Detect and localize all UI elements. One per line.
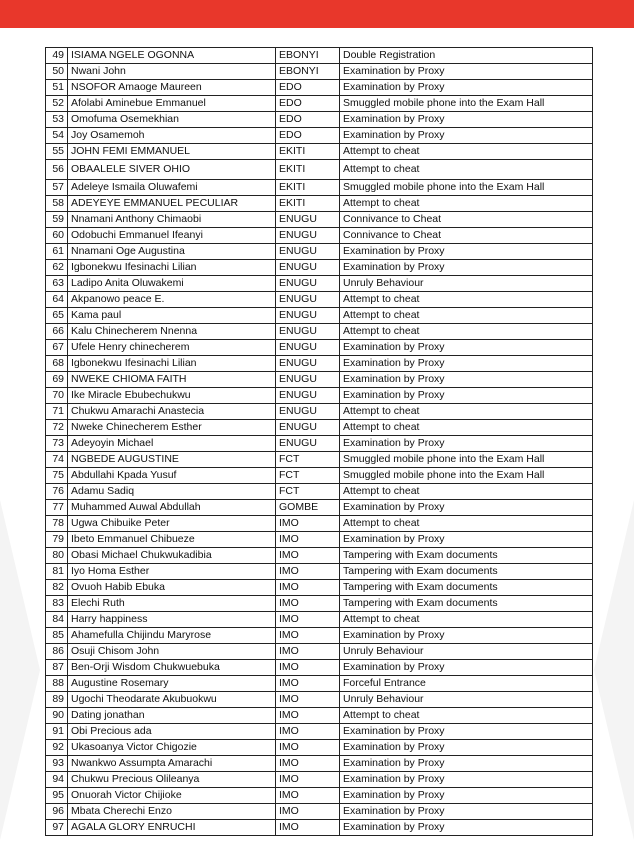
serial-number-cell: 77 bbox=[46, 500, 68, 516]
serial-number-cell: 83 bbox=[46, 596, 68, 612]
name-cell: Mbata Cherechi Enzo bbox=[68, 804, 276, 820]
state-cell: IMO bbox=[276, 564, 340, 580]
state-cell: ENUGU bbox=[276, 340, 340, 356]
state-cell: IMO bbox=[276, 660, 340, 676]
serial-number-cell: 92 bbox=[46, 740, 68, 756]
serial-number-cell: 65 bbox=[46, 308, 68, 324]
state-cell: EKITI bbox=[276, 180, 340, 196]
serial-number-cell: 55 bbox=[46, 144, 68, 160]
serial-number-cell: 70 bbox=[46, 388, 68, 404]
serial-number-cell: 56 bbox=[46, 160, 68, 180]
serial-number-cell: 90 bbox=[46, 708, 68, 724]
name-cell: Nnamani Anthony Chimaobi bbox=[68, 212, 276, 228]
table-row bbox=[46, 244, 593, 260]
state-cell: EDO bbox=[276, 80, 340, 96]
name-cell: Igbonekwu Ifesinachi Lilian bbox=[68, 356, 276, 372]
offence-cell: Unruly Behaviour bbox=[340, 692, 593, 708]
state-cell: IMO bbox=[276, 804, 340, 820]
serial-number-cell: 73 bbox=[46, 436, 68, 452]
name-cell: Kalu Chinecherem Nnenna bbox=[68, 324, 276, 340]
serial-number-cell: 59 bbox=[46, 212, 68, 228]
serial-number-cell: 89 bbox=[46, 692, 68, 708]
state-cell: EKITI bbox=[276, 160, 340, 180]
state-cell: EBONYI bbox=[276, 48, 340, 64]
table-row bbox=[46, 692, 593, 708]
table-row bbox=[46, 724, 593, 740]
name-cell: Adeleye Ismaila Oluwafemi bbox=[68, 180, 276, 196]
serial-number-cell: 61 bbox=[46, 244, 68, 260]
name-cell: Joy Osamemoh bbox=[68, 128, 276, 144]
name-cell: NGBEDE AUGUSTINE bbox=[68, 452, 276, 468]
state-cell: ENUGU bbox=[276, 372, 340, 388]
table-row bbox=[46, 676, 593, 692]
name-cell: Nweke Chinecherem Esther bbox=[68, 420, 276, 436]
table-row bbox=[46, 708, 593, 724]
name-cell: Igbonekwu Ifesinachi Lilian bbox=[68, 260, 276, 276]
serial-number-cell: 84 bbox=[46, 612, 68, 628]
serial-number-cell: 66 bbox=[46, 324, 68, 340]
name-cell: NWEKE CHIOMA FAITH bbox=[68, 372, 276, 388]
table-row bbox=[46, 484, 593, 500]
serial-number-cell: 60 bbox=[46, 228, 68, 244]
state-cell: EBONYI bbox=[276, 64, 340, 80]
offence-cell: Examination by Proxy bbox=[340, 356, 593, 372]
offence-cell: Examination by Proxy bbox=[340, 128, 593, 144]
offence-cell: Smuggled mobile phone into the Exam Hall bbox=[340, 468, 593, 484]
serial-number-cell: 93 bbox=[46, 756, 68, 772]
state-cell: IMO bbox=[276, 708, 340, 724]
offence-cell: Examination by Proxy bbox=[340, 340, 593, 356]
serial-number-cell: 81 bbox=[46, 564, 68, 580]
state-cell: IMO bbox=[276, 628, 340, 644]
state-cell: ENUGU bbox=[276, 388, 340, 404]
table-row bbox=[46, 772, 593, 788]
state-cell: IMO bbox=[276, 532, 340, 548]
offence-cell: Examination by Proxy bbox=[340, 756, 593, 772]
name-cell: Nwankwo Assumpta Amarachi bbox=[68, 756, 276, 772]
offence-cell: Examination by Proxy bbox=[340, 740, 593, 756]
state-cell: IMO bbox=[276, 596, 340, 612]
name-cell: Ben-Orji Wisdom Chukwuebuka bbox=[68, 660, 276, 676]
state-cell: IMO bbox=[276, 676, 340, 692]
table-row bbox=[46, 228, 593, 244]
table-row bbox=[46, 372, 593, 388]
name-cell: Ahamefulla Chijindu Maryrose bbox=[68, 628, 276, 644]
serial-number-cell: 69 bbox=[46, 372, 68, 388]
name-cell: Omofuma Osemekhian bbox=[68, 112, 276, 128]
offence-cell: Attempt to cheat bbox=[340, 484, 593, 500]
name-cell: Ukasoanya Victor Chigozie bbox=[68, 740, 276, 756]
table-row bbox=[46, 340, 593, 356]
name-cell: Ladipo Anita Oluwakemi bbox=[68, 276, 276, 292]
top-banner bbox=[0, 0, 634, 28]
name-cell: NSOFOR Amaoge Maureen bbox=[68, 80, 276, 96]
offence-cell: Attempt to cheat bbox=[340, 144, 593, 160]
state-cell: ENUGU bbox=[276, 420, 340, 436]
state-cell: GOMBE bbox=[276, 500, 340, 516]
name-cell: Obasi Michael Chukwukadibia bbox=[68, 548, 276, 564]
offence-cell: Attempt to cheat bbox=[340, 708, 593, 724]
table-row bbox=[46, 196, 593, 212]
offence-cell: Examination by Proxy bbox=[340, 532, 593, 548]
serial-number-cell: 57 bbox=[46, 180, 68, 196]
serial-number-cell: 68 bbox=[46, 356, 68, 372]
name-cell: Nnamani Oge Augustina bbox=[68, 244, 276, 260]
offence-cell: Connivance to Cheat bbox=[340, 228, 593, 244]
state-cell: IMO bbox=[276, 516, 340, 532]
offence-cell: Examination by Proxy bbox=[340, 500, 593, 516]
table-row bbox=[46, 128, 593, 144]
offence-cell: Examination by Proxy bbox=[340, 260, 593, 276]
offence-cell: Attempt to cheat bbox=[340, 160, 593, 180]
records-table bbox=[45, 47, 593, 836]
name-cell: OBAALELE SIVER OHIO bbox=[68, 160, 276, 180]
table-row bbox=[46, 324, 593, 340]
table-row bbox=[46, 212, 593, 228]
name-cell: Kama paul bbox=[68, 308, 276, 324]
state-cell: ENUGU bbox=[276, 404, 340, 420]
table-row bbox=[46, 612, 593, 628]
serial-number-cell: 58 bbox=[46, 196, 68, 212]
serial-number-cell: 54 bbox=[46, 128, 68, 144]
name-cell: Elechi Ruth bbox=[68, 596, 276, 612]
offence-cell: Smuggled mobile phone into the Exam Hall bbox=[340, 96, 593, 112]
serial-number-cell: 86 bbox=[46, 644, 68, 660]
offence-cell: Attempt to cheat bbox=[340, 420, 593, 436]
offence-cell: Tampering with Exam documents bbox=[340, 564, 593, 580]
offence-cell: Unruly Behaviour bbox=[340, 276, 593, 292]
name-cell: Iyo Homa Esther bbox=[68, 564, 276, 580]
table-row bbox=[46, 260, 593, 276]
offence-cell: Examination by Proxy bbox=[340, 804, 593, 820]
state-cell: IMO bbox=[276, 580, 340, 596]
serial-number-cell: 75 bbox=[46, 468, 68, 484]
serial-number-cell: 85 bbox=[46, 628, 68, 644]
serial-number-cell: 51 bbox=[46, 80, 68, 96]
state-cell: EKITI bbox=[276, 196, 340, 212]
offence-cell: Double Registration bbox=[340, 48, 593, 64]
serial-number-cell: 76 bbox=[46, 484, 68, 500]
name-cell: Adeyoyin Michael bbox=[68, 436, 276, 452]
table-row bbox=[46, 80, 593, 96]
offence-cell: Attempt to cheat bbox=[340, 404, 593, 420]
serial-number-cell: 97 bbox=[46, 820, 68, 836]
records-table-body bbox=[46, 48, 593, 836]
table-row bbox=[46, 144, 593, 160]
table-row bbox=[46, 308, 593, 324]
offence-cell: Examination by Proxy bbox=[340, 244, 593, 260]
name-cell: Adamu Sadiq bbox=[68, 484, 276, 500]
state-cell: IMO bbox=[276, 772, 340, 788]
table-row bbox=[46, 580, 593, 596]
name-cell: ADEYEYE EMMANUEL PECULIAR bbox=[68, 196, 276, 212]
state-cell: EDO bbox=[276, 128, 340, 144]
serial-number-cell: 74 bbox=[46, 452, 68, 468]
name-cell: JOHN FEMI EMMANUEL bbox=[68, 144, 276, 160]
name-cell: Ovuoh Habib Ebuka bbox=[68, 580, 276, 596]
serial-number-cell: 64 bbox=[46, 292, 68, 308]
state-cell: IMO bbox=[276, 724, 340, 740]
name-cell: Obi Precious ada bbox=[68, 724, 276, 740]
offence-cell: Examination by Proxy bbox=[340, 724, 593, 740]
state-cell: IMO bbox=[276, 788, 340, 804]
name-cell: Osuji Chisom John bbox=[68, 644, 276, 660]
serial-number-cell: 80 bbox=[46, 548, 68, 564]
serial-number-cell: 50 bbox=[46, 64, 68, 80]
state-cell: ENUGU bbox=[276, 244, 340, 260]
serial-number-cell: 49 bbox=[46, 48, 68, 64]
table-row bbox=[46, 48, 593, 64]
table-row bbox=[46, 820, 593, 836]
name-cell: Ufele Henry chinecherem bbox=[68, 340, 276, 356]
offence-cell: Examination by Proxy bbox=[340, 388, 593, 404]
table-row bbox=[46, 644, 593, 660]
state-cell: IMO bbox=[276, 820, 340, 836]
table-row bbox=[46, 596, 593, 612]
table-row bbox=[46, 756, 593, 772]
state-cell: IMO bbox=[276, 644, 340, 660]
table-row bbox=[46, 180, 593, 196]
name-cell: Nwani John bbox=[68, 64, 276, 80]
offence-cell: Smuggled mobile phone into the Exam Hall bbox=[340, 452, 593, 468]
state-cell: ENUGU bbox=[276, 292, 340, 308]
state-cell: IMO bbox=[276, 612, 340, 628]
table-row bbox=[46, 388, 593, 404]
state-cell: ENUGU bbox=[276, 212, 340, 228]
offence-cell: Smuggled mobile phone into the Exam Hall bbox=[340, 180, 593, 196]
state-cell: FCT bbox=[276, 468, 340, 484]
table-row bbox=[46, 564, 593, 580]
table-row bbox=[46, 276, 593, 292]
serial-number-cell: 53 bbox=[46, 112, 68, 128]
offence-cell: Tampering with Exam documents bbox=[340, 580, 593, 596]
state-cell: IMO bbox=[276, 692, 340, 708]
serial-number-cell: 95 bbox=[46, 788, 68, 804]
state-cell: IMO bbox=[276, 740, 340, 756]
serial-number-cell: 52 bbox=[46, 96, 68, 112]
name-cell: Akpanowo peace E. bbox=[68, 292, 276, 308]
name-cell: Dating jonathan bbox=[68, 708, 276, 724]
name-cell: Ike Miracle Ebubechukwu bbox=[68, 388, 276, 404]
name-cell: Ibeto Emmanuel Chibueze bbox=[68, 532, 276, 548]
name-cell: Ugochi Theodarate Akubuokwu bbox=[68, 692, 276, 708]
offence-cell: Examination by Proxy bbox=[340, 820, 593, 836]
state-cell: FCT bbox=[276, 484, 340, 500]
offence-cell: Attempt to cheat bbox=[340, 308, 593, 324]
background-decoration-left bbox=[0, 500, 40, 840]
state-cell: ENUGU bbox=[276, 436, 340, 452]
offence-cell: Examination by Proxy bbox=[340, 436, 593, 452]
offence-cell: Examination by Proxy bbox=[340, 660, 593, 676]
name-cell: Afolabi Aminebue Emmanuel bbox=[68, 96, 276, 112]
offence-cell: Examination by Proxy bbox=[340, 788, 593, 804]
name-cell: Augustine Rosemary bbox=[68, 676, 276, 692]
serial-number-cell: 88 bbox=[46, 676, 68, 692]
table-row bbox=[46, 356, 593, 372]
state-cell: ENUGU bbox=[276, 324, 340, 340]
offence-cell: Examination by Proxy bbox=[340, 64, 593, 80]
offence-cell: Examination by Proxy bbox=[340, 372, 593, 388]
serial-number-cell: 63 bbox=[46, 276, 68, 292]
state-cell: ENUGU bbox=[276, 228, 340, 244]
serial-number-cell: 91 bbox=[46, 724, 68, 740]
state-cell: ENUGU bbox=[276, 356, 340, 372]
offence-cell: Attempt to cheat bbox=[340, 612, 593, 628]
serial-number-cell: 72 bbox=[46, 420, 68, 436]
offence-cell: Examination by Proxy bbox=[340, 112, 593, 128]
offence-cell: Connivance to Cheat bbox=[340, 212, 593, 228]
table-row bbox=[46, 292, 593, 308]
serial-number-cell: 67 bbox=[46, 340, 68, 356]
table-row bbox=[46, 532, 593, 548]
table-row bbox=[46, 160, 593, 180]
offence-cell: Examination by Proxy bbox=[340, 628, 593, 644]
table-row bbox=[46, 628, 593, 644]
table-row bbox=[46, 468, 593, 484]
offence-cell: Examination by Proxy bbox=[340, 772, 593, 788]
state-cell: EDO bbox=[276, 96, 340, 112]
state-cell: ENUGU bbox=[276, 260, 340, 276]
name-cell: Onuorah Victor Chijioke bbox=[68, 788, 276, 804]
state-cell: IMO bbox=[276, 756, 340, 772]
offence-cell: Forceful Entrance bbox=[340, 676, 593, 692]
offence-cell: Attempt to cheat bbox=[340, 324, 593, 340]
state-cell: ENUGU bbox=[276, 276, 340, 292]
offence-cell: Attempt to cheat bbox=[340, 516, 593, 532]
serial-number-cell: 79 bbox=[46, 532, 68, 548]
serial-number-cell: 62 bbox=[46, 260, 68, 276]
table-row bbox=[46, 500, 593, 516]
state-cell: FCT bbox=[276, 452, 340, 468]
table-row bbox=[46, 112, 593, 128]
table-row bbox=[46, 660, 593, 676]
name-cell: Chukwu Precious Olileanya bbox=[68, 772, 276, 788]
state-cell: IMO bbox=[276, 548, 340, 564]
name-cell: Odobuchi Emmanuel Ifeanyi bbox=[68, 228, 276, 244]
table-row bbox=[46, 788, 593, 804]
serial-number-cell: 78 bbox=[46, 516, 68, 532]
offence-cell: Tampering with Exam documents bbox=[340, 548, 593, 564]
name-cell: Harry happiness bbox=[68, 612, 276, 628]
offence-cell: Examination by Proxy bbox=[340, 80, 593, 96]
table-row bbox=[46, 740, 593, 756]
name-cell: ISIAMA NGELE OGONNA bbox=[68, 48, 276, 64]
name-cell: Ugwa Chibuike Peter bbox=[68, 516, 276, 532]
table-row bbox=[46, 436, 593, 452]
table-row bbox=[46, 548, 593, 564]
offence-cell: Tampering with Exam documents bbox=[340, 596, 593, 612]
state-cell: EKITI bbox=[276, 144, 340, 160]
background-decoration-right bbox=[594, 500, 634, 840]
state-cell: EDO bbox=[276, 112, 340, 128]
name-cell: AGALA GLORY ENRUCHI bbox=[68, 820, 276, 836]
name-cell: Muhammed Auwal Abdullah bbox=[68, 500, 276, 516]
serial-number-cell: 96 bbox=[46, 804, 68, 820]
table-row bbox=[46, 516, 593, 532]
offence-cell: Attempt to cheat bbox=[340, 196, 593, 212]
table-row bbox=[46, 64, 593, 80]
name-cell: Abdullahi Kpada Yusuf bbox=[68, 468, 276, 484]
table-row bbox=[46, 420, 593, 436]
table-row bbox=[46, 452, 593, 468]
serial-number-cell: 71 bbox=[46, 404, 68, 420]
table-row bbox=[46, 96, 593, 112]
state-cell: ENUGU bbox=[276, 308, 340, 324]
offence-cell: Unruly Behaviour bbox=[340, 644, 593, 660]
table-row bbox=[46, 804, 593, 820]
serial-number-cell: 82 bbox=[46, 580, 68, 596]
serial-number-cell: 94 bbox=[46, 772, 68, 788]
serial-number-cell: 87 bbox=[46, 660, 68, 676]
name-cell: Chukwu Amarachi Anastecia bbox=[68, 404, 276, 420]
table-row bbox=[46, 404, 593, 420]
offence-cell: Attempt to cheat bbox=[340, 292, 593, 308]
